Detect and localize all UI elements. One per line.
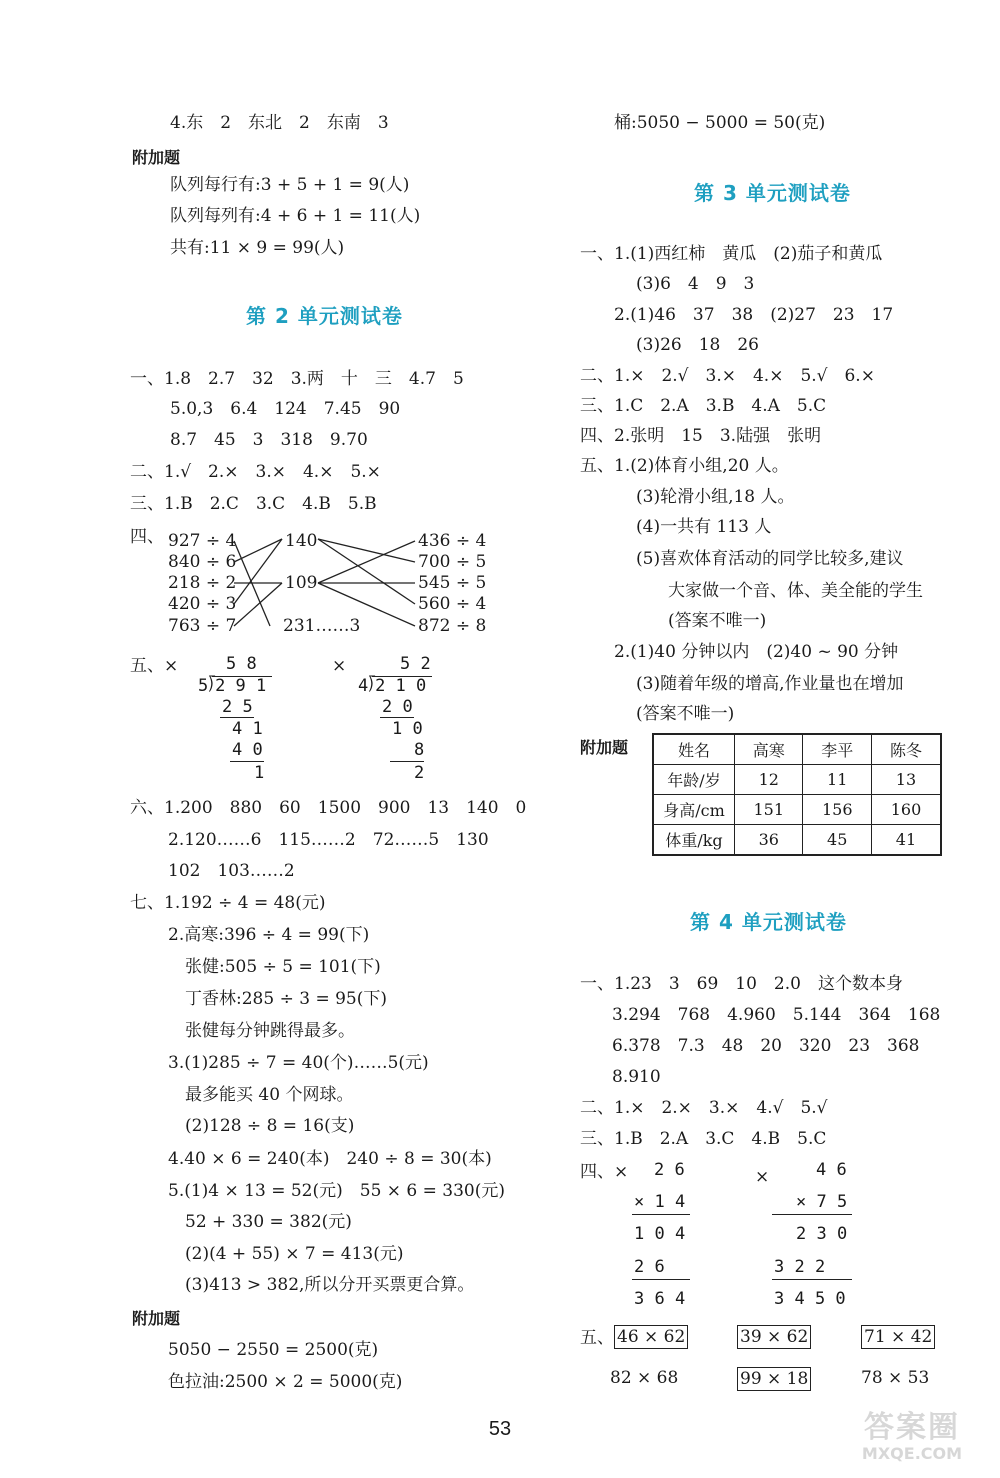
answer-line: 5.(1)4 × 13 = 52(元) 55 × 6 = 330(元)	[168, 1181, 506, 1201]
answer-line: 共有:11 × 9 = 99(人)	[170, 238, 345, 258]
table-header: 姓名	[653, 734, 735, 765]
match-left-item: 927 ÷ 4	[168, 531, 237, 551]
section-title-unit3: 第 3 单元测试卷	[694, 181, 851, 205]
section-label: 四、	[130, 527, 164, 547]
division-line	[390, 761, 424, 762]
division-step: 4 0	[232, 740, 263, 760]
answer-line: 一、1.8 2.7 32 3.两 十 三 4.7 5	[130, 369, 464, 389]
table-cell: 45	[803, 825, 871, 856]
multiply-sign: ×	[332, 656, 347, 676]
answer-line: (2)(4 + 55) × 7 = 413(元)	[185, 1244, 404, 1264]
answer-line: (5)喜欢体育活动的同学比较多,建议	[636, 549, 904, 569]
answer-line: 3.294 768 4.960 5.144 364 168	[612, 1005, 941, 1025]
answer-line: (3)6 4 9 3	[636, 274, 755, 294]
match-line	[318, 539, 415, 604]
answer-line: 4.40 × 6 = 240(本) 240 ÷ 8 = 30(本)	[168, 1149, 492, 1169]
answer-line: (3)随着年级的增高,作业量也在增加	[636, 674, 904, 694]
multiply-sign: ×	[755, 1167, 770, 1187]
match-mid-item: 231……3	[283, 616, 361, 636]
match-right-item: 436 ÷ 4	[418, 531, 487, 551]
extra-question-label: 附加题	[580, 738, 629, 757]
answer-line: 2.120……6 115……2 72……5 130	[168, 830, 489, 850]
match-mid-item: 140	[285, 531, 318, 551]
answer-line: (答案不唯一)	[668, 611, 767, 631]
table-cell: 41	[871, 825, 941, 856]
match-left-item: 840 ÷ 6	[168, 552, 237, 572]
division-line	[220, 717, 254, 718]
answer-line: 桶:5050 − 5000 = 50(克)	[614, 113, 826, 133]
answer-line: 丁香林:285 ÷ 3 = 95(下)	[185, 989, 387, 1009]
answer-line: 2.(1)46 37 38 (2)27 23 17	[614, 305, 894, 325]
match-right-item: 560 ÷ 4	[418, 594, 487, 614]
answer-line: 3.(1)285 ÷ 7 = 40(个)……5(元)	[168, 1053, 429, 1073]
multiplication-line	[632, 1279, 690, 1280]
table-row	[653, 765, 941, 795]
division-step: 8	[414, 740, 425, 760]
match-line	[318, 583, 415, 626]
answer-line: 8.7 45 3 318 9.70	[170, 430, 368, 450]
answer-line: 三、1.B 2.A 3.C 4.B 5.C	[580, 1129, 827, 1149]
table-cell: 身高/cm	[653, 795, 735, 825]
table-cell: 11	[803, 765, 871, 795]
multiplication-operand: 2 6	[654, 1160, 685, 1180]
table-cell: 160	[871, 795, 941, 825]
boxed-expression: 71 × 42	[861, 1325, 935, 1349]
boxed-expression: 39 × 62	[737, 1325, 811, 1349]
answer-line: 4.东 2 东北 2 东南 3	[170, 113, 389, 133]
boxed-expression: 99 × 18	[737, 1367, 811, 1391]
partial-product: 1 0 4	[634, 1224, 686, 1244]
section-label: 五、×	[130, 656, 179, 676]
answer-line: 102 103……2	[168, 861, 295, 881]
match-left-item: 763 ÷ 7	[168, 616, 237, 636]
division-quotient: 5 8	[226, 654, 257, 674]
extra-question-label: 附加题	[132, 1309, 181, 1328]
table-cell: 36	[735, 825, 803, 856]
answer-line: 一、1.(1)西红柿 黄瓜 (2)茄子和黄瓜	[580, 244, 883, 264]
table-row	[653, 795, 941, 825]
division-remainder: 2	[414, 763, 425, 783]
table-cell: 151	[735, 795, 803, 825]
answer-line: (4)一共有 113 人	[636, 517, 772, 537]
division-quotient: 5 2	[400, 654, 431, 674]
answer-line: 大家做一个音、体、美全能的学生	[668, 581, 923, 601]
page-number: 53	[488, 1418, 512, 1440]
division-step: 1 0	[392, 719, 423, 739]
answer-line: 5.0,3 6.4 124 7.45 90	[170, 399, 401, 419]
table-cell: 13	[871, 765, 941, 795]
table-header: 陈冬	[871, 734, 941, 765]
expression: 78 × 53	[861, 1368, 930, 1388]
match-mid-item: 109	[285, 573, 318, 593]
answer-line: 三、1.C 2.A 3.B 4.A 5.C	[580, 396, 827, 416]
multiplication-operand: × 1 4	[634, 1192, 686, 1212]
answer-line: 张健:505 ÷ 5 = 101(下)	[185, 957, 381, 977]
answer-line: 队列每列有:4 + 6 + 1 = 11(人)	[170, 206, 421, 226]
match-line	[234, 539, 282, 562]
match-right-item: 700 ÷ 5	[418, 552, 487, 572]
answer-line: (3)轮滑小组,18 人。	[636, 487, 795, 507]
answer-line: 8.910	[612, 1067, 661, 1087]
table-cell: 12	[735, 765, 803, 795]
division-step: 2 5	[222, 697, 253, 717]
match-line	[234, 583, 282, 626]
answer-line: 队列每行有:3 + 5 + 1 = 9(人)	[170, 175, 410, 195]
answer-line: 六、1.200 880 60 1500 900 13 140 0	[130, 798, 527, 818]
section-title-unit2: 第 2 单元测试卷	[246, 304, 403, 328]
multiplication-line	[772, 1279, 852, 1280]
product-result: 3 6 4	[634, 1289, 686, 1309]
match-right-item: 545 ÷ 5	[418, 573, 487, 593]
answer-line: 七、1.192 ÷ 4 = 48(元)	[130, 893, 326, 913]
answer-line: 四、2.张明 15 3.陆强 张明	[580, 426, 822, 446]
match-line	[318, 541, 415, 583]
match-line	[234, 539, 282, 604]
match-line	[318, 539, 415, 562]
answer-line: 6.378 7.3 48 20 320 23 368	[612, 1036, 920, 1056]
answer-line: 最多能买 40 个网球。	[185, 1085, 354, 1105]
answer-line: 2.(1)40 分钟以内 (2)40 ~ 90 分钟	[614, 642, 899, 662]
answer-line: 五、1.(2)体育小组,20 人。	[580, 456, 789, 476]
partial-product: 2 3 0	[796, 1224, 848, 1244]
answer-line: (答案不唯一)	[636, 704, 735, 724]
extra-question-label: 附加题	[132, 148, 181, 167]
match-right-item: 872 ÷ 8	[418, 616, 487, 636]
boxed-expression: 46 × 62	[614, 1325, 688, 1349]
division-line	[380, 717, 414, 718]
expression: 82 × 68	[610, 1368, 679, 1388]
answer-line: 二、1.√ 2.× 3.× 4.× 5.×	[130, 462, 381, 482]
partial-product: 2 6	[634, 1257, 665, 1277]
partial-product: 3 2 2	[774, 1257, 826, 1277]
division-dividend: 5⟌2 9 1	[198, 676, 267, 696]
table-cell: 156	[803, 795, 871, 825]
answer-line: 52 + 330 = 382(元)	[185, 1212, 352, 1232]
answer-line: 二、1.× 2.× 3.× 4.√ 5.√	[580, 1098, 828, 1118]
watermark-logo: 答案圈 MXQE.COM	[861, 1410, 963, 1463]
division-remainder: 1	[254, 763, 265, 783]
table-header: 高寒	[735, 734, 803, 765]
division-dividend: 4⟌2 1 0	[358, 676, 427, 696]
answer-line: 色拉油:2500 × 2 = 5000(克)	[168, 1372, 403, 1392]
answer-line: (3)26 18 26	[636, 335, 759, 355]
multiplication-operand: × 7 5	[796, 1192, 848, 1212]
table-row	[653, 825, 941, 856]
answer-line: 张健每分钟跳得最多。	[185, 1021, 355, 1041]
answer-line: 二、1.× 2.√ 3.× 4.× 5.√ 6.×	[580, 366, 875, 386]
division-step: 4 1	[232, 719, 263, 739]
table-header-row	[653, 734, 941, 765]
answer-line: 三、1.B 2.C 3.C 4.B 5.B	[130, 494, 377, 514]
answer-line: 2.高寒:396 ÷ 4 = 99(下)	[168, 925, 370, 945]
match-left-item: 218 ÷ 2	[168, 573, 237, 593]
table-cell: 年龄/岁	[653, 765, 735, 795]
table-header: 李平	[803, 734, 871, 765]
multiplication-line	[632, 1214, 690, 1215]
answer-line: 5050 − 2550 = 2500(克)	[168, 1340, 379, 1360]
section-title-unit4: 第 4 单元测试卷	[690, 910, 847, 934]
division-step: 2 0	[382, 697, 413, 717]
product-result: 3 4 5 0	[774, 1289, 846, 1309]
answer-line: 一、1.23 3 69 10 2.0 这个数本身	[580, 974, 903, 994]
section-label: 五、	[580, 1328, 614, 1348]
table-cell: 体重/kg	[653, 825, 735, 856]
section-label: 四、×	[580, 1162, 629, 1182]
data-table	[652, 733, 942, 856]
multiplication-line	[772, 1214, 852, 1215]
answer-line: (2)128 ÷ 8 = 16(支)	[185, 1116, 355, 1136]
multiplication-operand: 4 6	[816, 1160, 847, 1180]
division-line	[230, 761, 264, 762]
match-left-item: 420 ÷ 3	[168, 594, 237, 614]
answer-line: (3)413 > 382,所以分开买票更合算。	[185, 1275, 475, 1295]
